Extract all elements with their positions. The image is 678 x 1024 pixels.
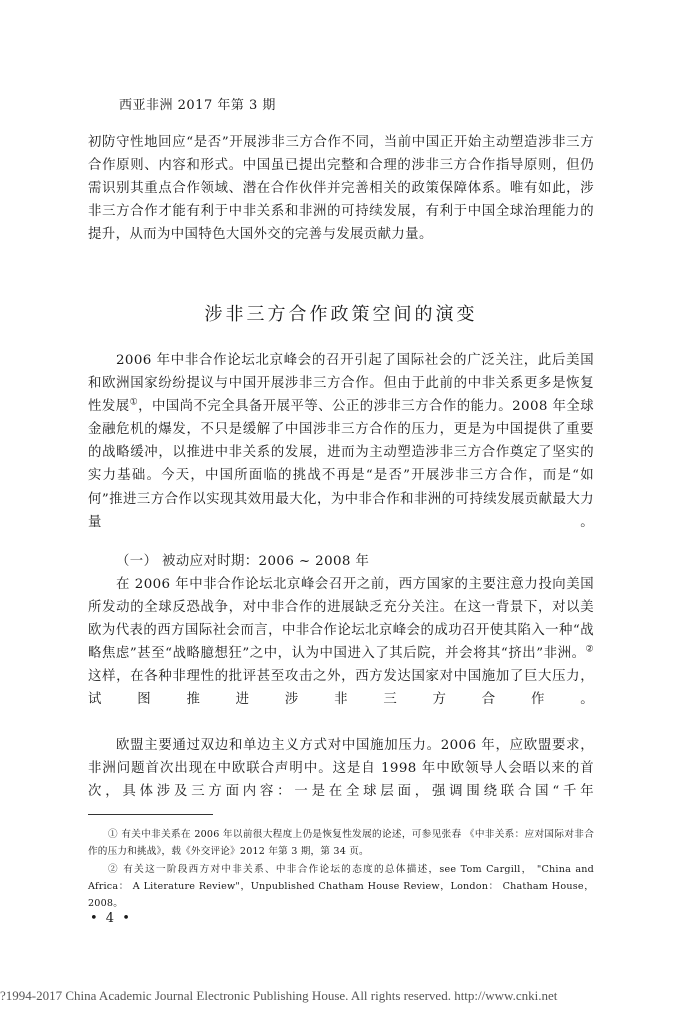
paragraph-1-text-a: 2006 年中非合作论坛北京峰会的召开引起了国际社会的广泛关注，此后美国和欧洲国家纷纷提议与中国开展涉非三方合作。但由于此前的中非关系更多是恢复性发展	[88, 353, 594, 415]
running-header: 西亚非洲 2017 年第 3 期	[119, 98, 276, 113]
paragraph-2-text-a: 在 2006 年中非合作论坛北京峰会召开之前，西方国家的主要注意力投向美国所发动的全球反恐战争，对中非合作的进展缺乏充分关注。在这一背景下，对以美欧为代表的西方国际社会而言，中非合作论坛北京峰会的成功召开使其陷入一种“战略焦虑”甚至“战略臆想狂”之中，认为中国进入了其后院，并会将其“挤出”非洲。	[88, 577, 594, 662]
footnote-1-text: ① 有关中非关系在 2006 年以前很大程度上仍是恢复性发展的论述，可参见张春 《中非关系：应对国际对非合作的压力和挑战》，载《外交评论》2012 年第 3 期，第 34 页。	[88, 829, 594, 857]
paragraph-3: 欧盟主要通过双边和单边主义方式对中国施加压力。2006 年，应欧盟要求，非洲问题首次出现在中欧联合声明中。这是自 1998 年中欧领导人会晤以来的首次，具体涉及三方面内容：一是在全球层面，强调围绕联合国“千年	[88, 738, 594, 800]
paragraph-2	[88, 573, 594, 712]
footnote-divider	[88, 814, 213, 815]
paragraph-1-text-b: ，中国尚不完全具备开展平等、公正的涉非三方合作的能力。2008 年全球金融危机的爆发，不只是缓解了中国涉非三方合作的压力，更是为中国提供了重要的战略缓冲，以推进中非关系的发展，进而为主动塑造涉非三方合作奠定了坚实的实力基础。今天，中国所面临的挑战不再是“是否”开展涉非三方合作，而是“如何”推进三方合作以实现其效用最大化，为中非合作和非洲的可持续发展贡献最大力量。	[88, 399, 594, 530]
footnote-2-text: ② 有关这一阶段西方对中非关系、中非合作论坛的态度的总体描述，see Tom Cargill， "China and Africa： A Literature Review"，Unpublished Chatham House Review，London： Chatham House，2008。	[88, 864, 594, 909]
section-title: 涉非三方合作政策空间的演变	[204, 304, 478, 325]
paragraph-2-text-b: 这样，在各种非理性的批评甚至攻击之外，西方发达国家对中国施加了巨大压力，试图推进涉非三方合作。	[88, 669, 594, 708]
footnote-ref-2[interactable]: ②	[585, 644, 594, 655]
footnote-ref-1[interactable]: ①	[129, 397, 139, 408]
page-number: • 4 •	[90, 911, 132, 926]
copyright-footer: ?1994-2017 China Academic Journal Electronic Publishing House. All rights reserved. http://www.cnki.net	[0, 988, 558, 1003]
paragraph-1	[88, 349, 594, 534]
subsection-title: （一） 被动应对时期：2006 ~ 2008 年	[116, 554, 370, 569]
footnote-1	[88, 826, 594, 860]
intro-paragraph: 初防守性地回应“是否”开展涉非三方合作不同，当前中国正开始主动塑造涉非三方合作原则、内容和形式。中国虽已提出完整和合理的涉非三方合作指导原则，但仍需识别其重点合作领域、潜在合作伙伴并完善相关的政策保障体系。唯有如此，涉非三方合作才能有利于中非关系和非洲的可持续发展，有利于中国全球治理能力的提升，从而为中国特色大国外交的完善与发展贡献力量。	[88, 135, 594, 243]
footnote-2	[88, 861, 594, 912]
